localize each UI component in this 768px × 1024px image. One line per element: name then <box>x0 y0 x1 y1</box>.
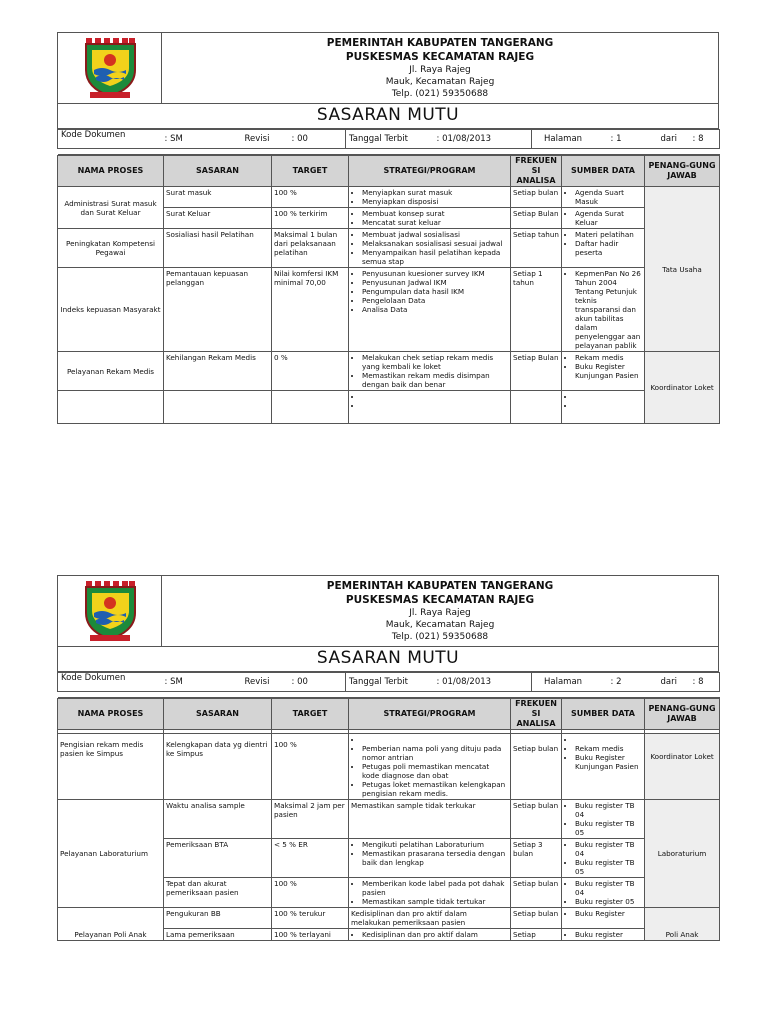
list-item: • Pengumpulan data hasil IKM <box>362 287 508 296</box>
sumber-data <box>562 908 645 929</box>
column-header: SASARAN <box>164 156 272 187</box>
institution-name-2: PUSKESMAS KECAMATAN RAJEG <box>345 594 535 606</box>
revisi-value: : 00 <box>272 673 346 692</box>
table-row <box>58 187 720 208</box>
list-item: • Memastikan rekam medis disimpan dengan baik dan benar <box>362 371 508 389</box>
logo-cell <box>58 33 162 104</box>
frekuensi: Setiap <box>511 929 562 941</box>
column-header: NAMA PROSES <box>58 156 164 187</box>
revisi-value: : 00 <box>272 130 346 149</box>
frekuensi: Setiap bulan <box>511 908 562 929</box>
column-header: STRATEGI/PROGRAM <box>349 699 511 730</box>
strategi <box>349 839 511 878</box>
dari-label: dari <box>658 673 690 692</box>
strategi <box>349 268 511 352</box>
list-item: • Agenda Suart Masuk <box>575 188 642 206</box>
list-item: • Rekam medis <box>575 353 642 362</box>
table-row <box>58 268 720 352</box>
column-header: SASARAN <box>164 699 272 730</box>
list-item: • Membuat jadwal sosialisasi <box>362 230 508 239</box>
strategi <box>349 352 511 391</box>
nama-proses: Administrasi Surat masuk dan Surat Keluar <box>58 187 164 229</box>
column-header: TARGET <box>272 699 349 730</box>
list-item: • Buku register TB 05 <box>575 819 642 837</box>
sumber-data <box>562 734 645 800</box>
sumber-data <box>562 268 645 352</box>
dari-value: : 8 <box>690 130 720 149</box>
target: 100 % terkirim <box>272 208 349 229</box>
list-item: • Rekam medis <box>575 744 642 753</box>
logo-cell <box>58 576 162 647</box>
list-item <box>362 735 508 744</box>
sumber-data <box>562 208 645 229</box>
list-item: • Materi pelatihan <box>575 230 642 239</box>
list-item: • Memastikan sample tidak tertukar <box>362 897 508 906</box>
revisi-label: Revisi <box>242 130 272 149</box>
tanggal-terbit-value: : 01/08/2013 <box>434 130 532 149</box>
sasaran: Pemeriksaan BTA <box>164 839 272 878</box>
institution-name-2: PUSKESMAS KECAMATAN RAJEG <box>345 51 535 63</box>
nama-proses: Indeks kepuasan Masyarakt <box>58 268 164 352</box>
list-item: • Penyusunan Jadwal IKM <box>362 278 508 287</box>
list-item: • Buku Register Kunjungan Pasien <box>575 362 642 380</box>
target: 100 % <box>272 734 349 800</box>
phone-number: Telp. (021) 59350688 <box>391 89 489 99</box>
kode-dokumen-label: Kode Dokumen <box>58 130 162 149</box>
list-item: • Mengikuti pelatihan Laboraturium <box>362 840 508 849</box>
target: Maksimal 1 bulan dari pelaksanaan pelatihan <box>272 229 349 268</box>
frekuensi: Setiap bulan <box>511 878 562 908</box>
sasaran: Kehilangan Rekam Medis <box>164 352 272 391</box>
document-page-2 <box>57 575 719 941</box>
meta-table <box>57 672 720 698</box>
dari-value: : 8 <box>690 673 720 692</box>
halaman-value: : 1 <box>608 130 658 149</box>
sumber-data <box>562 187 645 208</box>
target: Maksimal 2 jam per pasien <box>272 800 349 839</box>
frekuensi: Setiap 3 bulan <box>511 839 562 878</box>
table-row <box>58 391 720 424</box>
dari-label: dari <box>658 130 690 149</box>
frekuensi: Setiap bulan <box>511 187 562 208</box>
halaman-label: Halaman <box>532 130 608 149</box>
list-item: • Buku register TB 04 <box>575 801 642 819</box>
list-item: • Buku register TB 04 <box>575 879 642 897</box>
strategi <box>349 187 511 208</box>
sasaran: Tepat dan akurat pemeriksaan pasien <box>164 878 272 908</box>
target: Nilai komfersi IKM minimal 70,00 <box>272 268 349 352</box>
nama-proses: Pelayanan Rekam Medis <box>58 352 164 391</box>
nama-proses: Pelayanan Poli Anak <box>58 908 164 941</box>
column-header: PENANG-GUNG JAWAB <box>645 156 720 187</box>
list-item: • Agenda Surat Keluar <box>575 209 642 227</box>
tanggal-terbit-label: Tanggal Terbit <box>346 130 434 149</box>
strategi <box>349 734 511 800</box>
nama-proses: Pengisian rekam medis pasien ke Simpus <box>58 734 164 800</box>
frekuensi: Setiap Bulan <box>511 352 562 391</box>
list-item: • Melakukan chek setiap rekam medis yang kembali ke loket <box>362 353 508 371</box>
list-item: • Membuat konsep surat <box>362 209 508 218</box>
list-item: • Menyampaikan hasil pelatihan kepada semua stap <box>362 248 508 266</box>
list-item: • KepmenPan No 26 Tahun 2004 Tentang Petunjuk teknis transparansi dan akun tabilitas dalam penyelenggar aan pelayanan pablik <box>575 269 642 350</box>
list-item: • Buku register 05 <box>575 897 642 906</box>
institution-header <box>162 33 719 104</box>
kode-dokumen-label: Kode Dokumen <box>58 673 162 692</box>
frekuensi: Setiap bulan <box>511 800 562 839</box>
table-row <box>58 800 720 839</box>
frekuensi: Setiap tahun <box>511 229 562 268</box>
sasaran: Lama pemeriksaan <box>164 929 272 941</box>
sasaran: Pengukuran BB <box>164 908 272 929</box>
tanggal-terbit-value: : 01/08/2013 <box>434 673 532 692</box>
penanggung-jawab: Koordinator Loket <box>645 734 720 800</box>
list-item: • Petugas poli memastikan mencatat kode diagnose dan obat <box>362 762 508 780</box>
document-page-1 <box>57 32 719 424</box>
kabupaten-tangerang-logo-icon <box>82 579 138 643</box>
meta-table <box>57 129 720 155</box>
target: < 5 % ER <box>272 839 349 878</box>
strategi: Kedisiplinan dan pro aktif dalam melakukan pemeriksaan pasien <box>349 908 511 929</box>
tanggal-terbit-label: Tanggal Terbit <box>346 673 434 692</box>
header-table <box>57 32 719 129</box>
strategi <box>349 878 511 908</box>
nama-proses: Peningkatan Kompetensi Pegawai <box>58 229 164 268</box>
strategi <box>349 229 511 268</box>
target: 100 % <box>272 878 349 908</box>
sumber-data <box>562 878 645 908</box>
institution-name-1: PEMERINTAH KABUPATEN TANGERANG <box>326 37 554 49</box>
kode-dokumen-value: : SM <box>162 673 242 692</box>
column-header: NAMA PROSES <box>58 699 164 730</box>
halaman-label: Halaman <box>532 673 608 692</box>
list-item: • Memastikan prasarana tersedia dengan baik dan lengkap <box>362 849 508 867</box>
strategi <box>349 208 511 229</box>
sasaran: Kelengkapan data yg dientri ke Simpus <box>164 734 272 800</box>
list-item: • Buku Register Kunjungan Pasien <box>575 753 642 771</box>
sasaran: Sosialiasi hasil Pelatihan <box>164 229 272 268</box>
sumber-data <box>562 800 645 839</box>
kode-dokumen-value: : SM <box>162 130 242 149</box>
institution-header <box>162 576 719 647</box>
list-item: • Melaksanakan sosialisasi sesuai jadwal <box>362 239 508 248</box>
column-header: SUMBER DATA <box>562 156 645 187</box>
list-item: • Mencatat surat keluar <box>362 218 508 227</box>
phone-number: Telp. (021) 59350688 <box>391 632 489 642</box>
list-item: • Analisa Data <box>362 305 508 314</box>
sasaran: Pemantauan kepuasan pelanggan <box>164 268 272 352</box>
column-header: FREKUEN SI ANALISA <box>511 156 562 187</box>
target: 100 % terukur <box>272 908 349 929</box>
table-row <box>58 908 720 929</box>
document-title: SASARAN MUTU <box>58 647 719 672</box>
frekuensi: Setiap Bulan <box>511 208 562 229</box>
nama-proses: Pelayanan Laboraturium <box>58 800 164 908</box>
list-item <box>575 735 642 744</box>
address-line-2: Mauk, Kecamatan Rajeg <box>385 620 495 630</box>
address-line-1: Jl. Raya Rajeg <box>409 65 471 75</box>
frekuensi: Setiap 1 tahun <box>511 268 562 352</box>
strategi <box>349 929 511 941</box>
list-item: • Buku register TB 05 <box>575 858 642 876</box>
penanggung-jawab: Tata Usaha <box>645 187 720 352</box>
target: 100 % terlayani <box>272 929 349 941</box>
table-row <box>58 734 720 800</box>
penanggung-jawab: Koordinator Loket <box>645 352 720 424</box>
penanggung-jawab: Poli Anak <box>645 908 720 941</box>
list-item: • Petugas loket memastikan kelengkapan pengisian rekam medis. <box>362 780 508 798</box>
target: 0 % <box>272 352 349 391</box>
table-row <box>58 352 720 391</box>
sasaran: Surat Keluar <box>164 208 272 229</box>
column-header: STRATEGI/PROGRAM <box>349 156 511 187</box>
address-line-2: Mauk, Kecamatan Rajeg <box>385 77 495 87</box>
sasaran-mutu-table <box>57 698 720 941</box>
header-table <box>57 575 719 672</box>
list-item: • Buku register TB 04 <box>575 840 642 858</box>
list-item: • Daftar hadir peserta <box>575 239 642 257</box>
sasaran-mutu-table <box>57 155 720 424</box>
strategi: Memastikan sample tidak terkukar <box>349 800 511 839</box>
list-item: • Menyiapkan disposisi <box>362 197 508 206</box>
list-item: • Buku Register <box>575 909 642 918</box>
sumber-data <box>562 929 645 941</box>
sumber-data <box>562 229 645 268</box>
list-item: • Pengelolaan Data <box>362 296 508 305</box>
revisi-label: Revisi <box>242 673 272 692</box>
institution-name-1: PEMERINTAH KABUPATEN TANGERANG <box>326 580 554 592</box>
list-item: • Pemberian nama poli yang dituju pada nomor antrian <box>362 744 508 762</box>
list-item: • Memberikan kode label pada pot dahak pasien <box>362 879 508 897</box>
column-header: SUMBER DATA <box>562 699 645 730</box>
halaman-value: : 2 <box>608 673 658 692</box>
column-header: PENANG-GUNG JAWAB <box>645 699 720 730</box>
frekuensi: Setiap bulan <box>511 734 562 800</box>
kabupaten-tangerang-logo-icon <box>82 36 138 100</box>
column-header: TARGET <box>272 156 349 187</box>
address-line-1: Jl. Raya Rajeg <box>409 608 471 618</box>
sasaran: Waktu analisa sample <box>164 800 272 839</box>
list-item: • Menyiapkan surat masuk <box>362 188 508 197</box>
sumber-data <box>562 839 645 878</box>
column-header: FREKUEN SI ANALISA <box>511 699 562 730</box>
target: 100 % <box>272 187 349 208</box>
list-item: • Penyusunan kuesioner survey IKM <box>362 269 508 278</box>
document-title: SASARAN MUTU <box>58 104 719 129</box>
list-item: • Kedisiplinan dan pro aktif dalam <box>362 930 508 939</box>
sumber-data <box>562 352 645 391</box>
sasaran: Surat masuk <box>164 187 272 208</box>
penanggung-jawab: Laboraturium <box>645 800 720 908</box>
list-item: • Buku register <box>575 930 642 939</box>
table-row <box>58 229 720 268</box>
